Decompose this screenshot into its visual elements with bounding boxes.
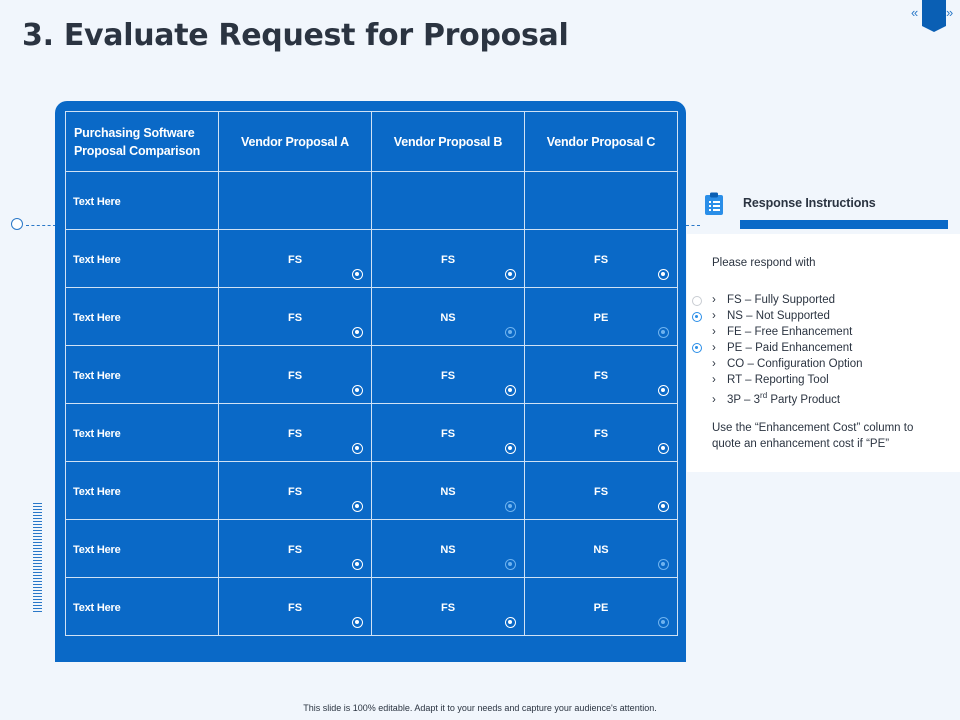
cell-value: FS <box>287 370 303 382</box>
value-cell <box>525 230 678 288</box>
cell-value: FS <box>440 254 456 266</box>
list-item: › PE – Paid Enhancement <box>712 342 853 354</box>
table-row <box>66 404 678 462</box>
radio-button[interactable] <box>505 327 516 338</box>
radio-button[interactable] <box>505 559 516 570</box>
radio-button[interactable] <box>352 327 363 338</box>
cell-value: FS <box>287 544 303 556</box>
radio-button[interactable] <box>352 559 363 570</box>
chevron-right-icon: › <box>712 342 716 354</box>
value-cell <box>219 346 372 404</box>
radio-button[interactable] <box>505 617 516 628</box>
cell-value: FS <box>287 312 303 324</box>
table-row <box>66 288 678 346</box>
value-cell <box>219 404 372 462</box>
value-cell <box>525 404 678 462</box>
cell-value: FS <box>593 370 609 382</box>
row-label: Text Here <box>73 312 121 324</box>
cell-value: FS <box>287 486 303 498</box>
radio-button[interactable] <box>658 443 669 454</box>
circle-marker-icon <box>11 218 23 230</box>
list-item: › RT – Reporting Tool <box>712 374 829 386</box>
radio-button[interactable] <box>658 269 669 280</box>
row-label: Text Here <box>73 254 121 266</box>
instructions-intro: Please respond with <box>712 257 816 269</box>
list-item: › 3P – 3rd Party Product <box>712 391 841 406</box>
row-label: Text Here <box>73 544 121 556</box>
chevron-right-icon: › <box>712 326 716 338</box>
previous-slide-icon[interactable]: « <box>911 5 919 20</box>
row-label-cell <box>66 462 219 520</box>
chevron-right-icon: › <box>712 393 716 406</box>
column-header-vendor-b: Vendor Proposal B <box>372 112 525 172</box>
row-label-cell <box>66 404 219 462</box>
cell-value: FS <box>593 486 609 498</box>
radio-button[interactable] <box>692 296 702 306</box>
enhancement-cost-note: Use the “Enhancement Cost” column to quote an enhancement cost if “PE” <box>712 422 914 450</box>
chevron-right-icon: › <box>712 374 716 386</box>
radio-button[interactable] <box>658 501 669 512</box>
empty-cell[interactable] <box>525 172 678 230</box>
chevron-right-icon: › <box>712 358 716 370</box>
list-item: › FS – Fully Supported <box>712 294 836 306</box>
row-label-cell <box>66 520 219 578</box>
radio-button[interactable] <box>352 501 363 512</box>
cell-value: NS <box>440 486 456 498</box>
row-label: Text Here <box>73 486 121 498</box>
list-item: › NS – Not Supported <box>712 310 830 322</box>
radio-button[interactable] <box>505 269 516 280</box>
value-cell <box>219 462 372 520</box>
row-label: Text Here <box>73 196 121 208</box>
row-label-cell <box>66 346 219 404</box>
value-cell <box>219 520 372 578</box>
tick-marks-decoration <box>33 503 42 613</box>
table-row <box>66 172 678 230</box>
chevron-right-icon: › <box>712 310 716 322</box>
value-cell <box>525 578 678 636</box>
radio-button[interactable] <box>352 269 363 280</box>
page-title: 3. Evaluate Request for Proposal <box>22 18 569 53</box>
table-corner-cell <box>66 112 219 172</box>
cell-value: PE <box>593 312 609 324</box>
value-cell <box>219 578 372 636</box>
table-row <box>66 230 678 288</box>
row-label-cell <box>66 230 219 288</box>
value-cell <box>372 462 525 520</box>
table-header-row <box>66 112 678 172</box>
empty-cell[interactable] <box>372 172 525 230</box>
cell-value: FS <box>287 254 303 266</box>
cell-value: FS <box>593 254 609 266</box>
value-cell <box>372 230 525 288</box>
next-slide-icon[interactable]: » <box>946 5 954 20</box>
radio-button[interactable] <box>352 385 363 396</box>
cell-value: FS <box>440 602 456 614</box>
bookmark-ribbon <box>922 0 946 26</box>
radio-button[interactable] <box>692 343 702 353</box>
radio-button[interactable] <box>352 443 363 454</box>
footer-note: This slide is 100% editable. Adapt it to your needs and capture your audience's attention. <box>303 703 657 713</box>
list-item: › CO – Configuration Option <box>712 358 863 370</box>
value-cell <box>219 288 372 346</box>
cell-value: NS <box>440 544 456 556</box>
row-label: Text Here <box>73 602 121 614</box>
radio-button[interactable] <box>692 312 702 322</box>
table-row <box>66 346 678 404</box>
cell-value: FS <box>440 428 456 440</box>
list-item: › FE – Free Enhancement <box>712 326 853 338</box>
cell-value: FS <box>287 428 303 440</box>
radio-button[interactable] <box>658 327 669 338</box>
value-cell <box>525 462 678 520</box>
row-label: Text Here <box>73 370 121 382</box>
value-cell <box>372 288 525 346</box>
radio-button[interactable] <box>505 443 516 454</box>
radio-button[interactable] <box>658 617 669 628</box>
table-corner-label: Purchasing Software Proposal Comparison <box>74 125 201 158</box>
value-cell <box>525 520 678 578</box>
empty-cell[interactable] <box>219 172 372 230</box>
column-header-vendor-a: Vendor Proposal A <box>219 112 372 172</box>
radio-button[interactable] <box>658 559 669 570</box>
cell-value: PE <box>593 602 609 614</box>
cell-value: FS <box>593 428 609 440</box>
radio-button[interactable] <box>505 385 516 396</box>
table-row <box>66 578 678 636</box>
value-cell <box>219 230 372 288</box>
chevron-right-icon: › <box>712 294 716 306</box>
row-label-cell <box>66 578 219 636</box>
value-cell <box>525 346 678 404</box>
dashed-connector-left <box>26 225 56 226</box>
value-cell <box>372 578 525 636</box>
row-label: Text Here <box>73 428 121 440</box>
response-instructions-heading: Response Instructions <box>743 196 876 210</box>
value-cell <box>372 404 525 462</box>
value-cell <box>525 288 678 346</box>
radio-button[interactable] <box>658 385 669 396</box>
table-row <box>66 462 678 520</box>
cell-value: NS <box>593 544 609 556</box>
proposal-comparison-table <box>65 111 678 636</box>
clipboard-list-icon <box>703 192 725 216</box>
cell-value: FS <box>287 602 303 614</box>
value-cell <box>372 346 525 404</box>
value-cell <box>372 520 525 578</box>
response-instructions-panel <box>687 234 960 472</box>
radio-button[interactable] <box>352 617 363 628</box>
radio-button[interactable] <box>505 501 516 512</box>
cell-value: FS <box>440 370 456 382</box>
row-label-cell <box>66 172 219 230</box>
cell-value: NS <box>440 312 456 324</box>
table-row <box>66 520 678 578</box>
row-label-cell <box>66 288 219 346</box>
heading-accent-bar <box>740 220 948 229</box>
column-header-vendor-c: Vendor Proposal C <box>525 112 678 172</box>
response-code-list <box>712 292 863 408</box>
dashed-connector-right <box>686 225 700 226</box>
